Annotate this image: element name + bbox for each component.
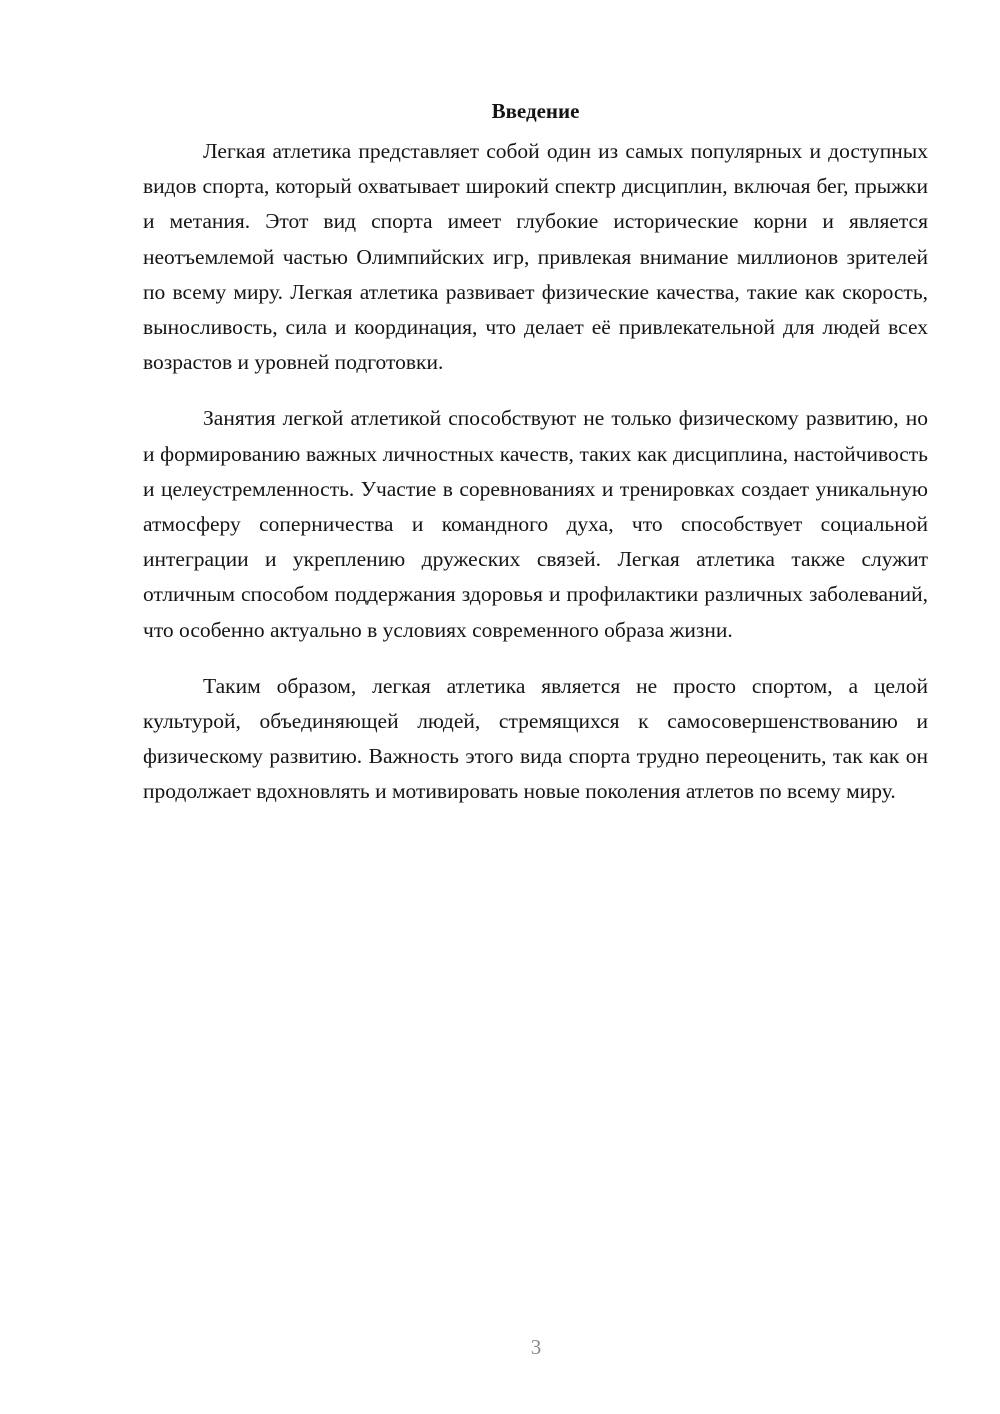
page-content [143, 96, 928, 831]
section-title: Введение [491, 99, 580, 123]
paragraph-1: Легкая атлетика представляет собой один из самых популярных и доступных видов спорта, который охватывает широкий спектр дисциплин, включая бег, прыжки и метания. Этот вид спорта имеет глубокие исторические корни и является неотъемлемой частью Олимпийских игр, привлекая внимание миллионов зрителей по всему миру. Легкая атлетика развивает физические качества, такие как скорость, выносливость, сила и координация, что делает её привлекательной для людей всех возрастов и уровней подготовки. [143, 139, 928, 375]
paragraph-2: Занятия легкой атлетикой способствуют не только физическому развитию, но и формированию важных личностных качеств, таких как дисциплина, настойчивость и целеустремленность. Участие в соревнованиях и тренировках создает уникальную атмосферу соперничества и командного духа, что способствует социальной интеграции и укреплению дружеских связей. Легкая атлетика также служит отличным способом поддержания здоровья и профилактики различных заболеваний, что особенно актуально в условиях современного образа жизни. [143, 406, 928, 642]
page-number: 3 [530, 1335, 542, 1359]
paragraph-3: Таким образом, легкая атлетика является не просто спортом, а целой культурой, объединяющей людей, стремящихся к самосовершенствованию и физическому развитию. Важность этого вида спорта трудно переоценить, так как он продолжает вдохновлять и мотивировать новые поколения атлетов по всему миру. [143, 673, 928, 804]
